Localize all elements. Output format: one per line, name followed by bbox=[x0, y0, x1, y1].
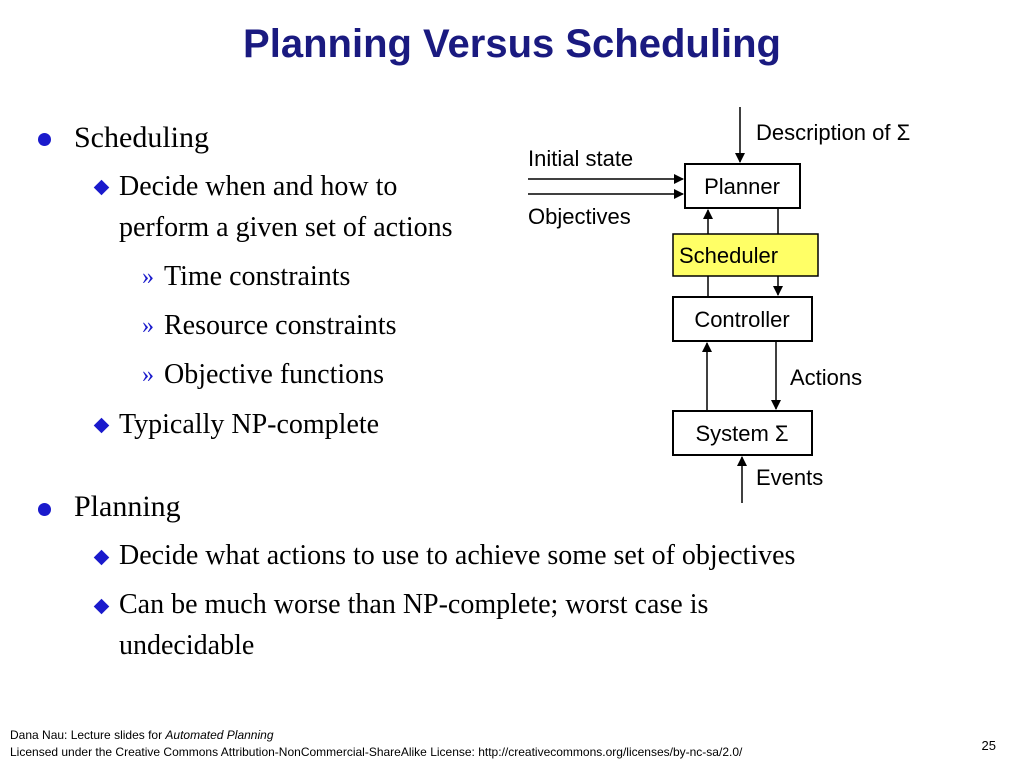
events-label: Events bbox=[756, 465, 824, 490]
scheduling-subpoint-2: Typically NP-complete bbox=[119, 409, 380, 440]
detail-objective-functions: Objective functions bbox=[164, 359, 385, 390]
diamond-bullet-icon bbox=[94, 599, 110, 615]
slide-title: Planning Versus Scheduling bbox=[243, 22, 781, 66]
actions-label: Actions bbox=[790, 365, 863, 390]
planning-heading: Planning bbox=[74, 490, 181, 523]
system-label: System Σ bbox=[695, 421, 789, 446]
diamond-bullet-icon bbox=[94, 550, 110, 566]
planning-subpoint-2-line-1: Can be much worse than NP-complete; worst case is bbox=[119, 589, 709, 620]
objectives-label: Objectives bbox=[528, 204, 631, 229]
bullet-dot-icon bbox=[38, 133, 51, 146]
raquo-bullet-icon: » bbox=[142, 264, 154, 290]
planning-subpoint-1: Decide what actions to use to achieve some set of objectives bbox=[119, 540, 796, 571]
detail-resource-constraints: Resource constraints bbox=[164, 310, 397, 341]
footer-book-title: Automated Planning bbox=[165, 728, 274, 742]
bullet-dot-icon bbox=[38, 503, 51, 516]
description-label: Description of Σ bbox=[756, 120, 911, 145]
scheduling-subpoint-1-line-1: Decide when and how to bbox=[119, 171, 398, 202]
controller-label: Controller bbox=[694, 307, 790, 332]
footer-credit-line bbox=[10, 728, 274, 742]
planning-subpoint-2-line-2: undecidable bbox=[119, 630, 255, 661]
initial-state-label: Initial state bbox=[528, 146, 634, 171]
scheduling-subpoint-1-line-2: perform a given set of actions bbox=[119, 212, 453, 243]
raquo-bullet-icon: » bbox=[142, 313, 154, 339]
diamond-bullet-icon bbox=[94, 180, 110, 196]
scheduling-heading: Scheduling bbox=[74, 121, 209, 154]
footer-license-line: Licensed under the Creative Commons Attribution-NonCommercial-ShareAlike License: http://creativecommons.org/licenses/by-nc-sa/2.0/ bbox=[10, 745, 743, 759]
planner-label: Planner bbox=[704, 174, 780, 199]
footer-credit-prefix: Dana Nau: Lecture slides for bbox=[10, 728, 166, 742]
page-number: 25 bbox=[981, 738, 996, 753]
diamond-bullet-icon bbox=[94, 418, 110, 434]
raquo-bullet-icon: » bbox=[142, 362, 154, 388]
planning-architecture-diagram bbox=[520, 100, 960, 510]
scheduler-label: Scheduler bbox=[679, 243, 779, 268]
detail-time-constraints: Time constraints bbox=[164, 261, 351, 292]
